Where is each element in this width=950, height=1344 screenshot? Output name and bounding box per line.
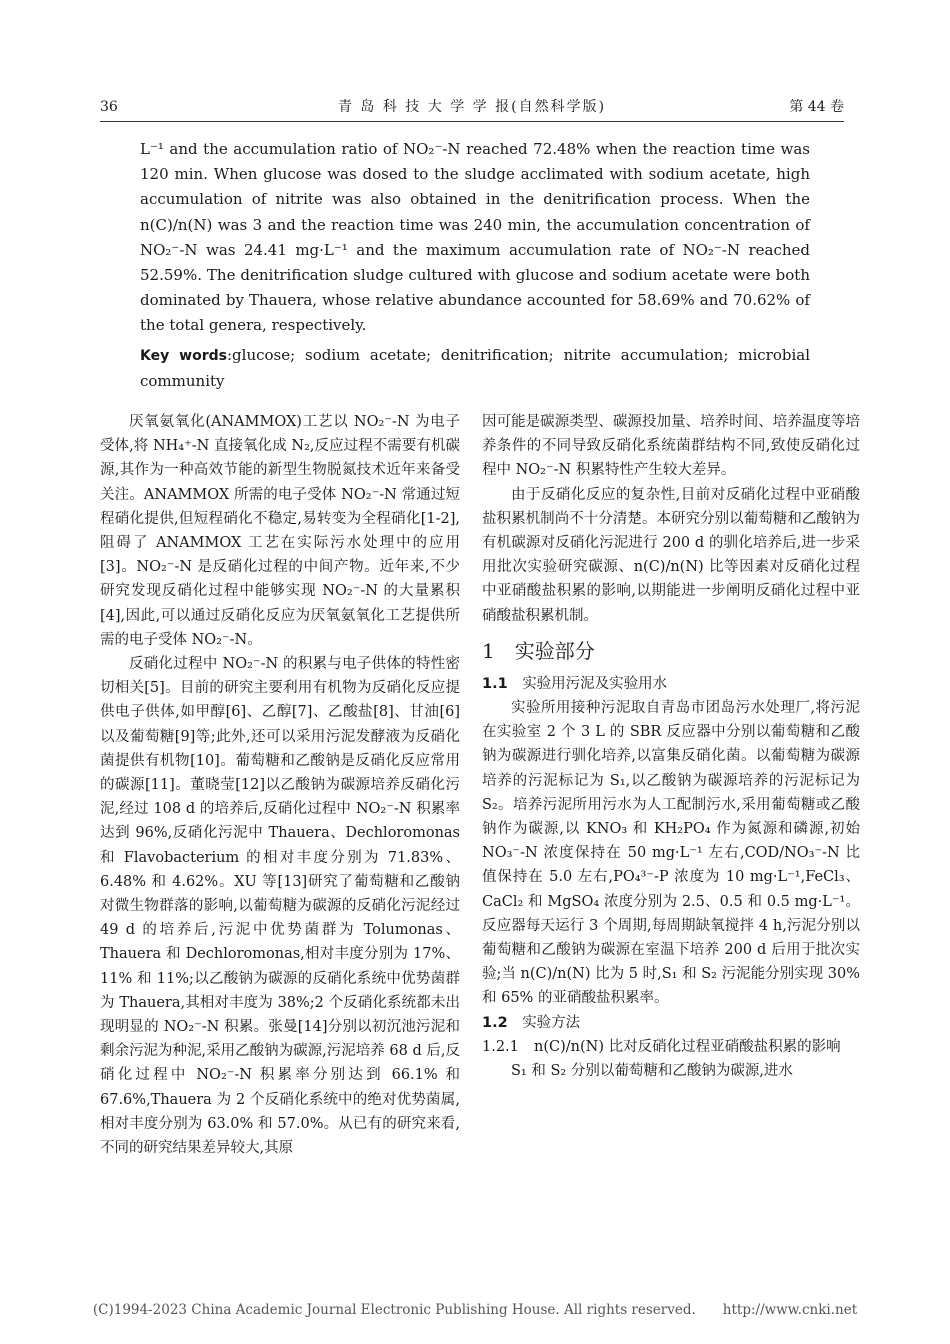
section-heading: 1 实验部分	[482, 638, 595, 663]
header-rule	[100, 121, 844, 122]
subsection-title: 实验用污泥及实验用水	[522, 675, 668, 692]
subsection-title: 实验方法	[522, 1014, 581, 1031]
subsection-number: 1.1	[482, 675, 508, 692]
journal-title: 青 岛 科 技 大 学 学 报(自然科学版)	[337, 99, 607, 115]
body-paragraph: 因可能是碳源类型、碳源投加量、培养时间、培养温度等培养条件的不同导致反硝化系统菌群结构不同,致使反硝化过程中 NO₂⁻-N 积累特性产生较大差异。	[482, 414, 860, 479]
subsection-heading	[482, 672, 860, 696]
running-header	[100, 96, 844, 118]
right-column	[482, 410, 860, 1083]
body-paragraph: 由于反硝化反应的复杂性,目前对反硝化过程中亚硝酸盐积累机制尚不十分清楚。本研究分别以葡萄糖和乙酸钠为有机碳源对反硝化污泥进行 200 d 的驯化培养后,进一步采用批次实验研究碳源、n(C)/n(N) 比等因素对反硝化过程中亚硝酸盐积累的影响,以期能进一步阐明反硝化过程中亚硝酸盐积累机制。	[482, 486, 860, 624]
body-paragraph: 厌氧氨氧化(ANAMMOX)工艺以 NO₂⁻-N 为电子受体,将 NH₄⁺-N 直接氧化成 N₂,反应过程不需要有机碳源,其作为一种高效节能的新型生物脱氮技术近年来备受关注。ANAMMOX 所需的电子受体 NO₂⁻-N 常通过短程硝化提供,但短程硝化不稳定,易转变为全程硝化[1-2],阻碍了 ANAMMOX 工艺在实际污水处理中的应用[3]。NO₂⁻-N 是反硝化过程的中间产物。近年来,不少研究发现反硝化过程中能够实现 NO₂⁻-N 的大量累积[4],因此,可以通过反硝化反应为厌氧氨氧化工艺提供所需的电子受体 NO₂⁻-N。	[100, 414, 460, 648]
volume-label: 第 44 卷	[789, 99, 844, 115]
page-number: 36	[100, 99, 118, 115]
left-column	[100, 410, 460, 1160]
body-paragraph: 实验所用接种污泥取自青岛市团岛污水处理厂,将污泥在实验室 2 个 3 L 的 SBR 反应器中分别以葡萄糖和乙酸钠为碳源进行驯化培养,以富集反硝化菌。以葡萄糖为碳源培养的污泥标记为 S₁,以乙酸钠为碳源培养的污泥标记为 S₂。培养污泥所用污水为人工配制污水,采用葡萄糖或乙酸钠作为碳源,以 KNO₃ 和 KH₂PO₄ 作为氮源和磷源,初始 NO₃⁻-N 浓度保持在 50 mg·L⁻¹ 左右,COD/NO₃⁻-N 比值保持在 5.0 左右,PO₄³⁻-P 浓度为 10 mg·L⁻¹,FeCl₃、CaCl₂ 和 MgSO₄ 浓度分别为 2.5、0.5 和 0.5 mg·L⁻¹。反应器每天运行 3 个周期,每周期缺氧搅拌 4 h,污泥分别以葡萄糖和乙酸钠为碳源在室温下培养 200 d 后用于批次实验;当 n(C)/n(N) 比为 5 时,S₁ 和 S₂ 污泥能分别实现 30% 和 65% 的亚硝酸盐积累率。	[482, 700, 860, 1007]
body-paragraph: 反硝化过程中 NO₂⁻-N 的积累与电子供体的特性密切相关[5]。目前的研究主要利用有机物为反硝化反应提供电子供体,如甲醇[6]、乙醇[7]、乙酸盐[8]、甘油[6]以及葡萄糖[9]等;此外,还可以采用污泥发酵液为反硝化菌提供有机物[10]。葡萄糖和乙酸钠是反硝化反应常用的碳源[11]。董晓莹[12]以乙酸钠为碳源培养反硝化污泥,经过 108 d 的培养后,反硝化过程中 NO₂⁻-N 积累率达到 96%,反硝化污泥中 Thauera、Dechloromonas 和 Flavobacterium 的相对丰度分别为 71.83%、6.48% 和 4.62%。XU 等[13]研究了葡萄糖和乙酸钠对微生物群落的影响,以葡萄糖为碳源的反硝化污泥经过 49 d 的培养后,污泥中优势菌群为 Tolumonas、Thauera 和 Dechloromonas,相对丰度分别为 17%、11% 和 11%;以乙酸钠为碳源的反硝化系统中优势菌群为 Thauera,其相对丰度为 38%;2 个反硝化系统都未出现明显的 NO₂⁻-N 积累。张曼[14]分别以初沉池污泥和剩余污泥为种泥,采用乙酸钠为碳源,污泥培养 68 d 后,反硝化过程中 NO₂⁻-N 积累率分别达到 66.1% 和 67.6%,Thauera 为 2 个反硝化系统中的绝对优势菌属,相对丰度分别为 63.0% 和 57.0%。从已有的研究来看,不同的研究结果差异较大,其原	[100, 656, 460, 1157]
subsubsection-number: 1.2.1	[482, 1038, 519, 1055]
copyright-footer: (C)1994-2023 China Academic Journal Electronic Publishing House. All rights reserved. http://www.cnki.net	[92, 1302, 858, 1318]
subsubsection-heading	[482, 1035, 860, 1059]
abstract-paragraph: L⁻¹ and the accumulation ratio of NO₂⁻-N reached 72.48% when the reaction time was 120 min. When glucose was dosed to the sludge acclimated with sodium acetate, high accumulation of nitrite was also obtained in the denitrification process. When the n(C)/n(N) was 3 and the reaction time was 240 min, the accumulation concentration of NO₂⁻-N was 24.41 mg·L⁻¹ and the maximum accumulation rate of NO₂⁻-N reached 52.59%. The denitrification sludge cultured with glucose and sodium acetate were both dominated by Thauera, whose relative abundance accounted for 58.69% and 70.62% of the total genera, respectively.	[140, 140, 810, 335]
body-paragraph: S₁ 和 S₂ 分别以葡萄糖和乙酸钠为碳源,进水	[511, 1063, 793, 1080]
subsection-number: 1.2	[482, 1014, 508, 1031]
keywords-label: Key words	[140, 347, 227, 364]
keywords	[140, 343, 810, 394]
subsubsection-title: n(C)/n(N) 比对反硝化过程亚硝酸盐积累的影响	[534, 1038, 841, 1055]
subsection-heading	[482, 1011, 860, 1035]
keywords-text: :glucose; sodium acetate; denitrification; nitrite accumulation; microbial community	[140, 345, 810, 390]
english-abstract	[140, 137, 810, 394]
